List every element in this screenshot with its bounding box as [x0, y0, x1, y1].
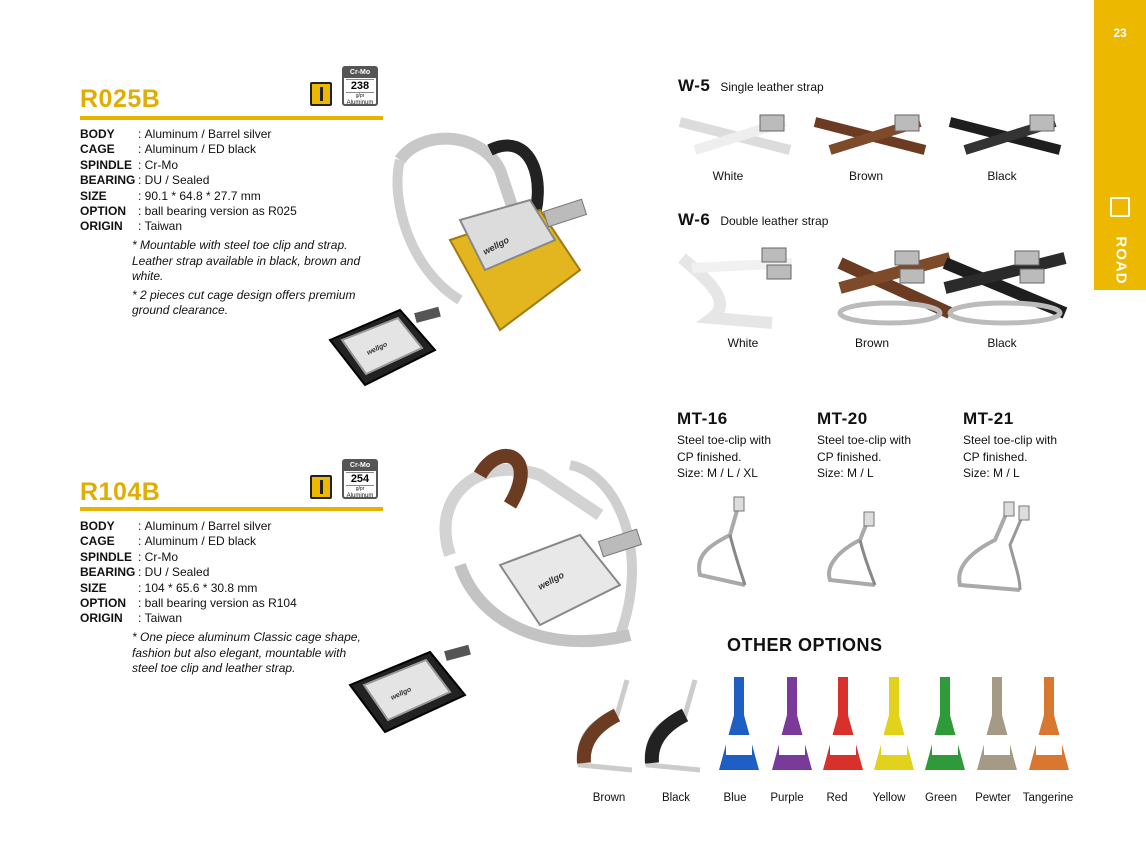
- strap-heading-w6: [678, 210, 828, 230]
- other-options-title: OTHER OPTIONS: [727, 635, 883, 655]
- spec-row: OPTION : ball bearing version as R104: [80, 596, 297, 611]
- product-note: * One piece aluminum Classic cage shape, fashion but also elegant, mountable with steel toe clip and leather strap.: [132, 630, 361, 675]
- spec-value: 90.1 * 64.8 * 27.7 mm: [144, 188, 261, 203]
- option-label-red: Red: [826, 792, 848, 804]
- desc-line: Size: M / L: [963, 466, 1020, 480]
- road-category-icon: [310, 82, 332, 106]
- option-clip-blue-image: [714, 675, 764, 780]
- r025b-pedal-image: [320, 300, 450, 400]
- spec-value: DU / Sealed: [144, 173, 210, 188]
- spec-key: ORIGIN: [80, 219, 123, 234]
- badge-material: Cr-Mo: [344, 461, 376, 471]
- desc-line: CP finished.: [963, 449, 1028, 464]
- spec-row: SIZE : 90.1 * 64.8 * 27.7 mm: [80, 188, 261, 203]
- road-category-icon: [310, 475, 332, 499]
- r104b-pedal-with-clip-image: [420, 435, 660, 665]
- product-note: * 2 pieces cut cage design offers premium ground clearance.: [132, 287, 356, 317]
- spec-value: Cr-Mo: [144, 549, 178, 564]
- spec-row: BODY : Aluminum / Barrel silver: [80, 127, 272, 141]
- toe-clip-mt16-image: [690, 495, 760, 595]
- strap-color-label: White: [712, 169, 744, 183]
- desc-line: Steel toe-clip with: [677, 433, 772, 447]
- strap-desc: Double leather strap: [720, 214, 829, 228]
- badge-weight: 238: [346, 79, 374, 93]
- spec-key: SIZE: [80, 580, 107, 595]
- spec-row: CAGE : Aluminum / ED black: [80, 534, 257, 549]
- double-strap-white-image: [672, 243, 802, 328]
- option-clip-brown-image: [572, 675, 642, 785]
- spec-row: SIZE : 104 * 65.6 * 30.8 mm: [80, 580, 258, 595]
- spec-key: BODY: [80, 519, 115, 533]
- toe-clip-desc: [963, 432, 1057, 482]
- spec-value: 104 * 65.6 * 30.8 mm: [144, 580, 258, 595]
- title-rule: [80, 116, 383, 120]
- toe-clip-title: MT-20: [817, 409, 868, 428]
- spec-row: SPINDLE : Cr-Mo: [80, 549, 178, 564]
- spec-value: Aluminum / ED black: [144, 534, 257, 549]
- spec-value: Taiwan: [144, 219, 183, 234]
- notes-r104b: [132, 630, 372, 680]
- option-label-black: Black: [661, 792, 691, 804]
- spec-row: BEARING : DU / Sealed: [80, 565, 210, 580]
- toe-clip-title: MT-16: [677, 409, 728, 428]
- spec-key: SPINDLE: [80, 157, 133, 172]
- option-label-blue: Blue: [723, 792, 747, 804]
- option-clip-purple-image: [767, 675, 817, 780]
- option-label-brown: Brown: [592, 792, 626, 804]
- pedal-logo: wellgo: [481, 234, 511, 257]
- spec-row: OPTION : ball bearing version as R025: [80, 204, 297, 219]
- spec-value: Aluminum / Barrel silver: [144, 127, 272, 141]
- spec-key: BEARING: [80, 565, 136, 580]
- spec-key: ORIGIN: [80, 611, 123, 626]
- spec-key: OPTION: [80, 204, 127, 219]
- desc-line: CP finished.: [677, 449, 742, 464]
- desc-line: CP finished.: [817, 449, 882, 464]
- spec-key: SIZE: [80, 188, 107, 203]
- double-strap-black-image: [935, 243, 1075, 328]
- product-note: * Mountable with steel toe clip and strap. Leather strap available in black, brown and white.: [132, 238, 361, 283]
- toe-clip-desc: [677, 432, 771, 482]
- toe-clip-mt20-image: [815, 510, 890, 595]
- option-clip-green-image: [920, 675, 970, 780]
- option-clip-black-image: [640, 675, 710, 785]
- strap-color-label: Black: [987, 169, 1017, 183]
- spec-value: DU / Sealed: [144, 565, 210, 580]
- strap-black-image: [945, 110, 1065, 160]
- badge-material2: Aluminum: [346, 493, 374, 500]
- spec-row: ORIGIN : Taiwan: [80, 219, 183, 234]
- spec-row: SPINDLE : Cr-Mo: [80, 157, 178, 172]
- badge-material: Cr-Mo: [344, 68, 376, 78]
- strap-color-label: White: [727, 336, 759, 350]
- option-label-tangerine: Tangerine: [1022, 792, 1074, 804]
- desc-line: Size: M / L: [817, 466, 874, 480]
- strap-code: W-5: [678, 76, 711, 95]
- desc-line: Steel toe-clip with: [963, 433, 1058, 447]
- spec-key: BEARING: [80, 173, 136, 188]
- option-label-yellow: Yellow: [872, 792, 906, 804]
- spec-key: CAGE: [80, 534, 115, 549]
- spec-list-r025b: [80, 127, 297, 235]
- toe-clip-mt21-image: [950, 500, 1035, 600]
- toe-clip-desc: [817, 432, 911, 482]
- spec-value: Taiwan: [144, 611, 183, 626]
- spec-key: CAGE: [80, 142, 115, 157]
- category-label: ROAD: [1112, 236, 1130, 285]
- material-weight-badge: [342, 66, 378, 106]
- badge-unit: g/pr: [355, 92, 365, 99]
- strap-code: W-6: [678, 210, 711, 229]
- spec-row: ORIGIN : Taiwan: [80, 611, 183, 626]
- badge-weight: 254: [346, 472, 374, 486]
- spec-list-r104b: [80, 519, 297, 627]
- material-weight-badge: [342, 459, 378, 499]
- spec-value: ball bearing version as R025: [144, 204, 297, 219]
- strap-heading-w5: [678, 76, 824, 96]
- desc-line: Size: M / L / XL: [677, 466, 758, 480]
- spec-value: Cr-Mo: [144, 157, 178, 172]
- pedal-logo: wellgo: [536, 569, 566, 592]
- option-label-green: Green: [925, 792, 957, 804]
- desc-line: Steel toe-clip with: [817, 433, 912, 447]
- option-clip-tangerine-image: [1024, 675, 1074, 780]
- product-title-r104b: R104B: [80, 478, 161, 506]
- spec-value: ball bearing version as R104: [144, 596, 297, 611]
- option-clip-pewter-image: [972, 675, 1022, 780]
- r104b-pedal-image: [340, 640, 480, 740]
- strap-brown-image: [810, 110, 930, 160]
- strap-color-label: Black: [987, 336, 1017, 350]
- toe-clip-title: MT-21: [963, 409, 1014, 428]
- strap-color-label: Brown: [854, 336, 889, 350]
- page-number: 23: [1113, 26, 1127, 40]
- strap-desc: Single leather strap: [720, 80, 824, 94]
- spec-key: BODY: [80, 127, 115, 141]
- strap-color-label: Brown: [848, 169, 883, 183]
- option-label-purple: Purple: [770, 792, 804, 804]
- badge-unit: g/pr: [355, 485, 365, 492]
- spec-value: Aluminum / Barrel silver: [144, 519, 272, 533]
- spec-key: OPTION: [80, 596, 127, 611]
- spec-row: BODY : Aluminum / Barrel silver: [80, 519, 272, 533]
- pedal-logo: wellgo: [389, 686, 413, 702]
- option-label-pewter: Pewter: [975, 792, 1011, 804]
- title-rule: [80, 507, 383, 511]
- spec-value: Aluminum / ED black: [144, 142, 257, 157]
- option-clip-yellow-image: [869, 675, 919, 780]
- option-clip-red-image: [818, 675, 868, 780]
- category-tab: [1094, 0, 1146, 290]
- product-title-r025b: R025B: [80, 85, 161, 113]
- spec-row: CAGE : Aluminum / ED black: [80, 142, 257, 157]
- pedal-logo: wellgo: [365, 341, 389, 357]
- spec-row: BEARING : DU / Sealed: [80, 173, 210, 188]
- spec-key: SPINDLE: [80, 549, 133, 564]
- badge-material2: Aluminum: [346, 100, 374, 107]
- strap-white-image: [675, 110, 795, 160]
- road-icon: [1110, 197, 1130, 217]
